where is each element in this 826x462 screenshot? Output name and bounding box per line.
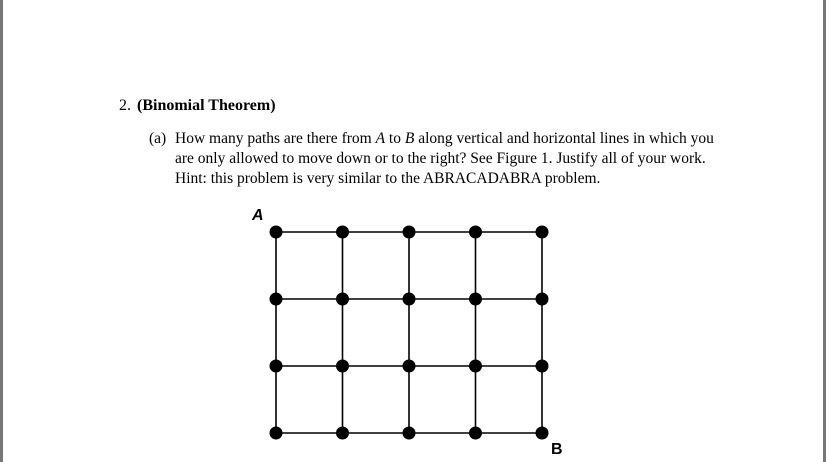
grid-node-r3-c4 bbox=[536, 427, 549, 440]
part-a-line-1 bbox=[175, 129, 749, 149]
grid-node-r1-c4 bbox=[536, 293, 549, 306]
grid-node-r3-c3 bbox=[469, 427, 482, 440]
grid-node-r0-c2 bbox=[403, 226, 416, 239]
problem-number: 2. bbox=[119, 97, 131, 114]
grid-node-r3-c1 bbox=[336, 427, 349, 440]
part-a-label: (a) bbox=[149, 130, 167, 147]
grid-node-r0-c0 bbox=[270, 226, 283, 239]
lattice-grid bbox=[240, 200, 580, 462]
variable-a: A bbox=[375, 130, 386, 147]
grid-node-r1-c2 bbox=[403, 293, 416, 306]
lattice-path-figure bbox=[240, 200, 580, 462]
end-point-label: B bbox=[551, 441, 563, 458]
line1-suffix: along vertical and horizontal lines in which you bbox=[414, 130, 714, 147]
part-a-line-3: Hint: this problem is very similar to the ABRACADABRA problem. bbox=[175, 170, 601, 187]
grid-node-r2-c2 bbox=[403, 360, 416, 373]
grid-node-r2-c4 bbox=[536, 360, 549, 373]
start-point-label: A bbox=[252, 207, 264, 224]
grid-node-r1-c1 bbox=[336, 293, 349, 306]
grid-node-r0-c4 bbox=[536, 226, 549, 239]
grid-node-r1-c0 bbox=[270, 293, 283, 306]
line1-prefix: How many paths are there from bbox=[175, 130, 376, 147]
grid-node-r3-c0 bbox=[270, 427, 283, 440]
grid-node-r2-c0 bbox=[270, 360, 283, 373]
grid-node-r0-c1 bbox=[336, 226, 349, 239]
grid-node-r2-c1 bbox=[336, 360, 349, 373]
line1-mid: to bbox=[385, 130, 405, 147]
problem-title: (Binomial Theorem) bbox=[137, 97, 276, 114]
problem-heading bbox=[119, 96, 276, 116]
grid-node-r0-c3 bbox=[469, 226, 482, 239]
part-a bbox=[149, 129, 749, 189]
grid-node-r2-c3 bbox=[469, 360, 482, 373]
page-border-left bbox=[0, 0, 3, 462]
variable-b: B bbox=[404, 130, 415, 147]
part-a-line-2: are only allowed to move down or to the right? See Figure 1. Justify all of your work. bbox=[175, 150, 706, 167]
grid-node-r1-c3 bbox=[469, 293, 482, 306]
grid-node-r3-c2 bbox=[403, 427, 416, 440]
